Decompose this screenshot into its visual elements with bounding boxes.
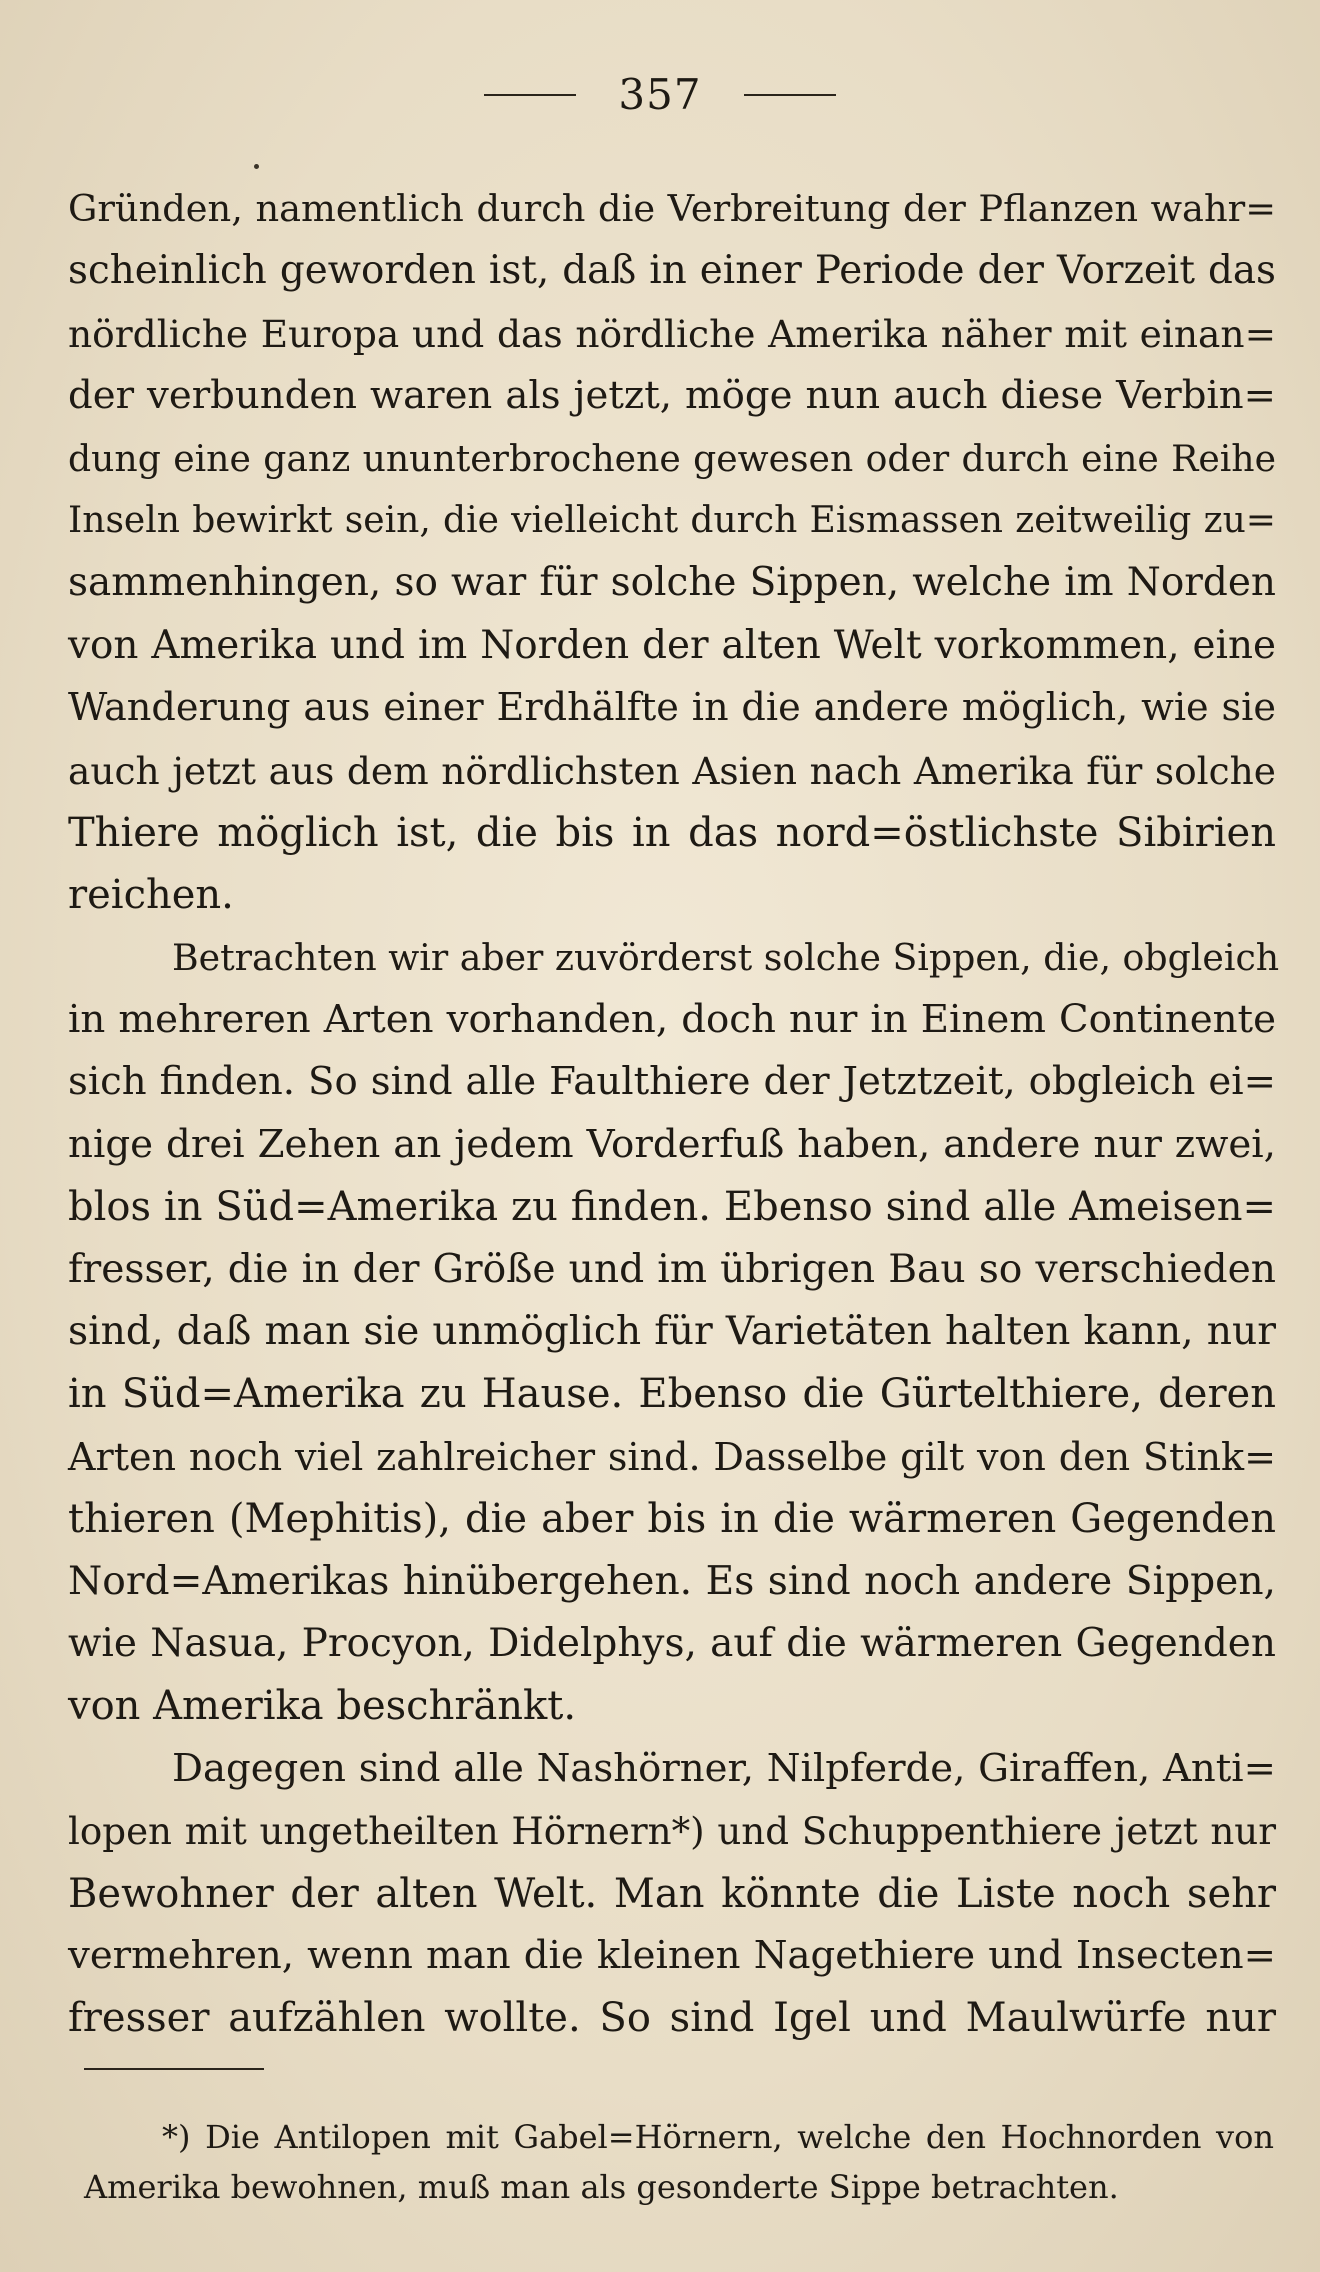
text-line: der verbunden waren als jetzt, möge nun auch diese Verbin=	[68, 373, 1276, 419]
footnote-line: *) Die Antilopen mit Gabel=Hörnern, welche den Hochnorden von	[162, 2118, 1274, 2156]
footnote-rule	[84, 2068, 264, 2070]
text-line: reichen.	[68, 872, 234, 919]
text-line: lopen mit ungetheilten Hörnern*) und Schuppenthiere jetzt nur	[68, 1809, 1276, 1854]
text-line: fresser aufzählen wollte. So sind Igel und Maulwürfe nur	[68, 1995, 1276, 2042]
text-line: sich finden. So sind alle Faulthiere der Jetztzeit, obgleich ei=	[68, 1059, 1276, 1105]
print-speck	[254, 164, 259, 169]
text-line: Inseln bewirkt sein, die vielleicht durch Eismassen zeitweilig zu=	[68, 499, 1276, 541]
text-line: Bewohner der alten Welt. Man könnte die Liste noch sehr	[68, 1870, 1276, 1917]
footnote-line: Amerika bewohnen, muß man als gesonderte Sippe betrachten.	[84, 2168, 1119, 2206]
text-line: Betrachten wir aber zuvörderst solche Sippen, die, obgleich	[172, 935, 1280, 979]
page-header	[0, 70, 1320, 119]
text-line: Dagegen sind alle Nashörner, Nilpferde, Giraffen, Anti=	[172, 1745, 1276, 1791]
text-line: nige drei Zehen an jedem Vorderfuß haben, andere nur zwei,	[68, 1121, 1276, 1167]
text-line: auch jetzt aus dem nördlichsten Asien nach Amerika für solche	[68, 748, 1276, 793]
text-line: thieren (Mephitis), die aber bis in die wärmeren Gegenden	[68, 1496, 1276, 1543]
header-rule-right	[744, 94, 836, 96]
text-line: blos in Süd=Amerika zu finden. Ebenso sind alle Ameisen=	[68, 1184, 1276, 1231]
text-line: wie Nasua, Procyon, Didelphys, auf die wärmeren Gegenden	[68, 1620, 1276, 1666]
text-line: von Amerika beschränkt.	[68, 1683, 577, 1730]
text-line: in Süd=Amerika zu Hause. Ebenso die Gürtelthiere, deren	[68, 1371, 1276, 1418]
text-line: dung eine ganz ununterbrochene gewesen oder durch eine Reihe	[68, 436, 1276, 480]
text-line: vermehren, wenn man die kleinen Nagethiere und Insecten=	[68, 1932, 1276, 1978]
text-line: sind, daß man sie unmöglich für Varietäten halten kann, nur	[68, 1309, 1276, 1355]
text-line: von Amerika und im Norden der alten Welt vorkommen, eine	[68, 622, 1276, 668]
body-text	[68, 178, 1280, 2050]
text-line: scheinlich geworden ist, daß in einer Periode der Vorzeit das	[68, 248, 1276, 294]
text-line: nördliche Europa und das nördliche Amerika näher mit einan=	[68, 311, 1276, 356]
text-line: sammenhingen, so war für solche Sippen, welche im Norden	[68, 560, 1276, 606]
text-line: Wanderung aus einer Erdhälfte in die andere möglich, wie sie	[68, 686, 1276, 731]
page-number: 357	[618, 70, 702, 119]
text-line: fresser, die in der Größe und im übrigen Bau so verschieden	[68, 1246, 1276, 1292]
header-rule-left	[484, 94, 576, 96]
text-line: in mehreren Arten vorhanden, doch nur in Einem Continente	[68, 997, 1276, 1043]
text-line: Thiere möglich ist, die bis in das nord=östlichste Sibirien	[68, 809, 1276, 856]
text-line: Gründen, namentlich durch die Verbreitung der Pflanzen wahr=	[68, 187, 1276, 230]
text-line: Arten noch viel zahlreicher sind. Dasselbe gilt von den Stink=	[68, 1434, 1276, 1479]
footnote	[84, 2112, 1274, 2212]
text-line: Nord=Amerikas hinübergehen. Es sind noch andere Sippen,	[68, 1558, 1276, 1604]
